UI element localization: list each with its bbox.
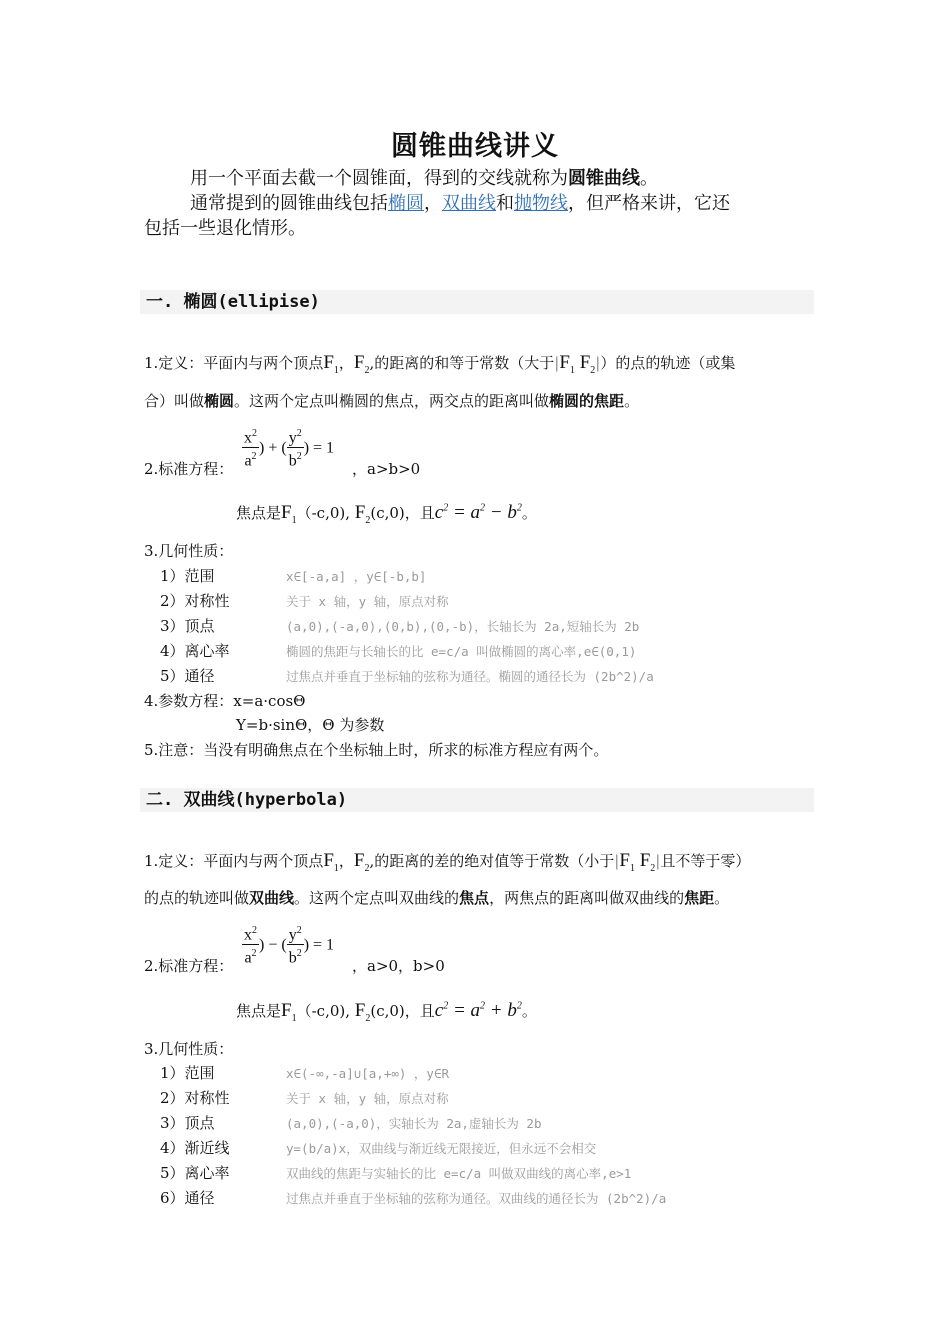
focus-f1-symbol: $F_1$ (281, 1000, 297, 1024)
ellipse-focal-relation: $c^2 = a^2 - b^2$ (434, 502, 522, 523)
intro-line-1 (190, 165, 658, 192)
f1f2-symbol: $F_1$ $F_2$ (619, 850, 656, 874)
ellipse-prop-label: 5）通径 (160, 667, 215, 685)
ellipse-definition-line-1: 1.定义：平面内与两个顶点$F_1$，$F_2$,的距离的和等于常数（大于$|F_1$ $F_2|$）的点的轨迹（或集 (144, 352, 736, 376)
ellipse-definition-line-2 (144, 390, 639, 411)
foci-text: (c,0)，且 (370, 504, 435, 522)
hyperbola-definition-line-2 (144, 887, 729, 908)
section-heading-hyperbola: 二. 双曲线(hyperbola) (140, 788, 814, 812)
ellipse-foci-line (236, 502, 537, 526)
hyperbola-prop-label: 1）范围 (160, 1064, 215, 1082)
fraction-y2-b2: $\frac{y^2}{b^2}$ (287, 425, 304, 471)
focus-f2-symbol: $F_2$ (354, 1000, 371, 1024)
focus-f2-symbol: $F_2$ (353, 850, 370, 874)
hyperbola-prop-label: 2）对称性 (160, 1089, 230, 1107)
link-ellipse[interactable]: 椭圆 (388, 193, 424, 214)
hyperbola-equation-condition: ，a>0，b>0 (352, 957, 445, 975)
focus-f2-symbol: $F_2$ (354, 502, 371, 526)
hyperbola-definition-line-1: 1.定义：平面内与两个顶点$F_1$，$F_2$,的距离的差的绝对值等于常数（小于$|F_1$ $F_2|$且不等于零） (144, 850, 751, 874)
definition-text: 的点的轨迹叫做 (144, 889, 250, 907)
hyperbola-properties-label: 3.几何性质： (144, 1040, 234, 1058)
foci-text: 焦点是 (236, 1002, 282, 1020)
definition-bold-term: 椭圆的焦距 (549, 392, 625, 410)
ellipse-prop-label: 1）范围 (160, 567, 215, 585)
hyperbola-prop-value: 过焦点并垂直于坐标轴的弦称为通径。双曲线的通径长为 (2b^2)/a (286, 1191, 667, 1206)
definition-text: 的距离的和等于常数（大于 (374, 354, 555, 372)
definition-bold-term: 焦点 (459, 889, 490, 907)
focus-f1-symbol: $F_1$ (323, 850, 339, 874)
hyperbola-prop-value: (a,0),(-a,0)，实轴长为 2a,虚轴长为 2b (286, 1116, 542, 1131)
hyperbola-prop-value: x∈(-∞,-a]∪[a,+∞) ，y∈R (286, 1066, 450, 1081)
ellipse-standard-equation: $\frac{x^2}{a^2}$ ) + ( $\frac{y^2}{b^2}$ ) = 1 (242, 425, 334, 471)
definition-bold-term: 焦距 (684, 889, 715, 907)
hyperbola-prop-value: 关于 x 轴，y 轴，原点对称 (286, 1091, 449, 1106)
ellipse-prop-label: 3）顶点 (160, 617, 215, 635)
focus-f1-symbol: $F_1$ (281, 502, 297, 526)
fraction-x2-a2: $\frac{x^2}{a^2}$ (242, 922, 259, 968)
ellipse-prop-value: 过焦点并垂直于坐标轴的弦称为通径。椭圆的通径长为 (2b^2)/a (286, 669, 654, 684)
hyperbola-foci-line (236, 1000, 537, 1024)
definition-text: 1.定义：平面内与两个顶点 (144, 852, 324, 870)
intro-text: 用一个平面去截一个圆锥面，得到的交线就称为 (190, 168, 568, 189)
definition-text: 合）叫做 (144, 392, 205, 410)
ellipse-properties-label: 3.几何性质： (144, 542, 234, 560)
foci-text: 焦点是 (236, 504, 282, 522)
definition-text: ，两焦点的距离叫做双曲线的 (489, 889, 685, 907)
hyperbola-prop-value: 双曲线的焦距与实轴长的比 e=c/a 叫做双曲线的离心率,e>1 (286, 1166, 632, 1181)
ellipse-parametric-line-2: Y=b·sinΘ，Θ 为参数 (236, 716, 385, 734)
intro-text: 。 (640, 168, 658, 189)
link-parabola[interactable]: 抛物线 (514, 193, 568, 214)
ellipse-prop-value: 关于 x 轴，y 轴，原点对称 (286, 594, 449, 609)
foci-text: （-c,0), (296, 504, 350, 522)
f1f2-symbol: $F_1$ $F_2$ (559, 352, 596, 376)
intro-text: 通常提到的圆锥曲线包括 (190, 193, 388, 214)
definition-bold-term: 椭圆 (204, 392, 235, 410)
foci-text: 。 (521, 504, 537, 522)
ellipse-prop-value: (a,0),(-a,0),(0,b),(0,-b)，长轴长为 2a,短轴长为 2b (286, 619, 640, 634)
definition-text: 的距离的差的绝对值等于常数（小于 (374, 852, 615, 870)
intro-line-3: 包括一些退化情形。 (144, 218, 306, 239)
focus-f2-symbol: $F_2$ (353, 352, 370, 376)
ellipse-equation-condition: ，a>b>0 (352, 460, 421, 478)
definition-bold-term: 双曲线 (249, 889, 295, 907)
fraction-y2-b2: $\frac{y^2}{b^2}$ (287, 922, 304, 968)
foci-text: （-c,0), (296, 1002, 350, 1020)
definition-text: 。这两个定点叫双曲线的 (294, 889, 460, 907)
definition-text: ）的点的轨迹（或集 (600, 354, 736, 372)
hyperbola-prop-value: y=(b/a)x，双曲线与渐近线无限接近，但永远不会相交 (286, 1141, 597, 1156)
hyperbola-prop-label: 4）渐近线 (160, 1139, 230, 1157)
intro-text: ，但严格来讲，它还 (568, 193, 730, 214)
hyperbola-prop-label: 5）离心率 (160, 1164, 230, 1182)
hyperbola-standard-equation: $\frac{x^2}{a^2}$ ) − ( $\frac{y^2}{b^2}$ ) = 1 (242, 922, 334, 968)
definition-text: 。 (624, 392, 640, 410)
foci-text: (c,0)，且 (370, 1002, 435, 1020)
definition-text: 。 (714, 889, 730, 907)
definition-text: 1.定义：平面内与两个顶点 (144, 354, 324, 372)
ellipse-prop-value: 椭圆的焦距与长轴长的比 e=c/a 叫做椭圆的离心率,e∈(0,1) (286, 644, 637, 659)
intro-text: 和 (496, 193, 514, 214)
hyperbola-prop-label: 6）通径 (160, 1189, 215, 1207)
section-heading-ellipse: 一. 椭圆(ellipise) (140, 290, 814, 314)
hyperbola-prop-label: 3）顶点 (160, 1114, 215, 1132)
focus-f1-symbol: $F_1$ (323, 352, 339, 376)
ellipse-prop-value: x∈[-a,a] ，y∈[-b,b] (286, 569, 427, 584)
intro-line-2 (190, 190, 730, 217)
intro-text: ， (424, 193, 442, 214)
hyperbola-standard-equation-label: 2.标准方程： (144, 957, 234, 975)
foci-text: 。 (521, 1002, 537, 1020)
page-title: 圆锥曲线讲义 (391, 131, 559, 162)
definition-text: 。这两个定点叫椭圆的焦点，两交点的距离叫做 (234, 392, 550, 410)
fraction-x2-a2: $\frac{x^2}{a^2}$ (242, 425, 259, 471)
ellipse-note: 5.注意：当没有明确焦点在个坐标轴上时，所求的标准方程应有两个。 (144, 741, 609, 759)
ellipse-prop-label: 2）对称性 (160, 592, 230, 610)
hyperbola-focal-relation: $c^2 = a^2 + b^2$ (434, 1000, 522, 1021)
link-hyperbola[interactable]: 双曲线 (442, 193, 496, 214)
definition-text: 且不等于零） (660, 852, 751, 870)
ellipse-parametric-label: 4.参数方程：x=a·cosΘ (144, 692, 306, 710)
intro-bold-term: 圆锥曲线 (568, 168, 640, 189)
ellipse-standard-equation-label: 2.标准方程： (144, 460, 234, 478)
ellipse-prop-label: 4）离心率 (160, 642, 230, 660)
